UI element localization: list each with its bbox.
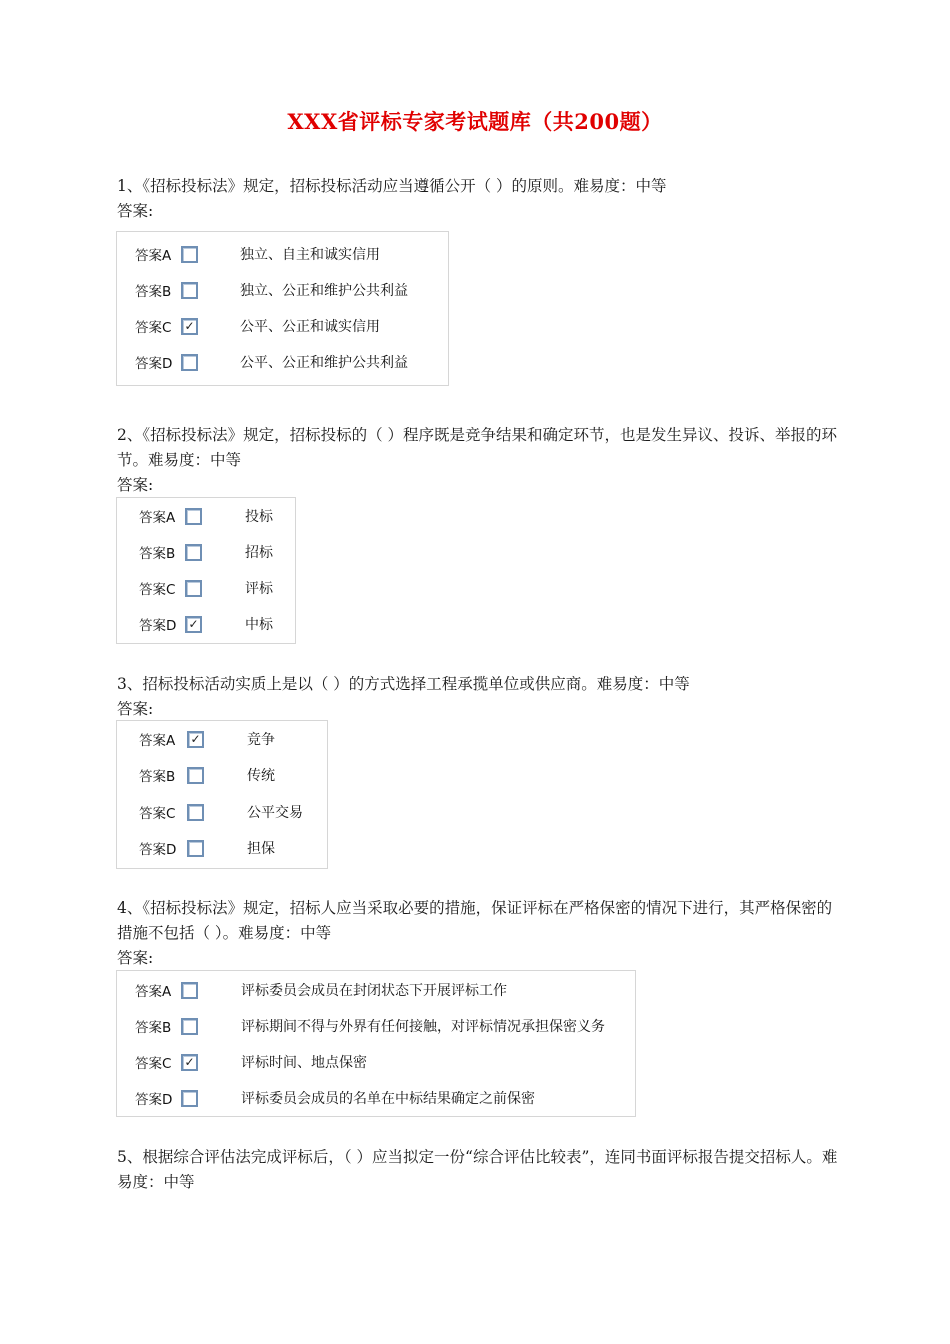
option-letter: 答案A [139, 510, 176, 526]
checkbox-c[interactable] [187, 804, 204, 821]
question-1-options-panel [116, 231, 449, 386]
checkbox-d[interactable] [185, 616, 202, 633]
question-1-answer-label: 答案: [117, 202, 154, 220]
option-letter: 答案B [139, 769, 176, 785]
option-text: 传统 [247, 768, 275, 784]
page-title: XXX省评标专家考试题库（共200题） [287, 109, 663, 134]
question-1-text: 1、《招标投标法》规定，招标投标活动应当遵循公开（ ）的原则。难易度：中等 [117, 177, 667, 195]
checkbox-a[interactable] [181, 246, 198, 263]
option-letter: 答案C [139, 582, 176, 598]
checkbox-b[interactable] [181, 1018, 198, 1035]
checkbox-d[interactable] [187, 840, 204, 857]
check-mark-icon: ✓ [184, 1055, 195, 1069]
question-3-option-c [117, 794, 327, 830]
question-1-option-c [117, 308, 448, 344]
option-text: 公平交易 [247, 805, 303, 821]
option-letter: 答案D [139, 842, 177, 858]
option-letter: 答案D [135, 1092, 173, 1108]
option-letter: 答案C [135, 320, 172, 336]
question-2-option-b [117, 534, 295, 570]
option-text: 公平、公正和诚实信用 [240, 319, 380, 335]
question-4-answer-label: 答案: [117, 949, 154, 967]
question-1-option-d [117, 344, 448, 380]
option-text: 担保 [247, 841, 275, 857]
question-3-option-d [117, 830, 327, 866]
checkbox-c[interactable] [185, 580, 202, 597]
question-3-option-a [117, 721, 327, 757]
checkbox-c[interactable] [181, 1054, 198, 1071]
question-4-option-c [117, 1044, 635, 1080]
checkbox-a[interactable] [187, 731, 204, 748]
checkbox-a[interactable] [185, 508, 202, 525]
checkbox-b[interactable] [181, 282, 198, 299]
option-text: 中标 [245, 617, 273, 633]
checkbox-d[interactable] [181, 1090, 198, 1107]
question-1-option-a [117, 236, 448, 272]
option-letter: 答案C [135, 1056, 172, 1072]
option-text: 评标委员会成员在封闭状态下开展评标工作 [241, 983, 507, 999]
option-text: 投标 [245, 509, 273, 525]
question-4-options-panel [116, 970, 636, 1117]
option-text: 招标 [245, 545, 273, 561]
question-3-options-panel [116, 720, 328, 869]
option-letter: 答案C [139, 806, 176, 822]
option-letter: 答案B [139, 546, 176, 562]
question-2-answer-label: 答案: [117, 476, 154, 494]
option-letter: 答案A [135, 984, 172, 1000]
question-4-option-a [117, 972, 635, 1008]
option-text: 独立、自主和诚实信用 [240, 247, 380, 263]
checkbox-b[interactable] [187, 767, 204, 784]
option-letter: 答案B [135, 1020, 172, 1036]
option-letter: 答案A [139, 733, 176, 749]
option-text: 评标 [245, 581, 273, 597]
option-text: 公平、公正和维护公共利益 [240, 355, 408, 371]
option-letter: 答案A [135, 248, 172, 264]
option-letter: 答案B [135, 284, 172, 300]
question-4-option-b [117, 1008, 635, 1044]
question-1-option-b [117, 272, 448, 308]
question-4-text: 4、《招标投标法》规定，招标人应当采取必要的措施，保证评标在严格保密的情况下进行，其严格保密的措施不包括（ ）。难易度：中等 [117, 899, 833, 942]
checkbox-d[interactable] [181, 354, 198, 371]
option-text: 评标委员会成员的名单在中标结果确定之前保密 [241, 1091, 535, 1107]
checkbox-c[interactable] [181, 318, 198, 335]
checkbox-b[interactable] [185, 544, 202, 561]
question-3-text: 3、招标投标活动实质上是以（ ）的方式选择工程承揽单位或供应商。难易度：中等 [117, 675, 690, 693]
checkbox-a[interactable] [181, 982, 198, 999]
question-5-text: 5、根据综合评估法完成评标后，（ ）应当拟定一份“综合评估比较表”，连同书面评标报告提交招标人。难易度：中等 [117, 1148, 838, 1191]
question-2-text: 2、《招标投标法》规定，招标投标的（ ）程序既是竞争结果和确定环节，也是发生异议、投诉、举报的环节。难易度：中等 [117, 426, 838, 469]
option-letter: 答案D [135, 356, 173, 372]
check-mark-icon: ✓ [184, 319, 195, 333]
check-mark-icon: ✓ [188, 617, 199, 631]
check-mark-icon: ✓ [190, 732, 201, 746]
question-3-answer-label: 答案: [117, 700, 154, 718]
option-text: 评标时间、地点保密 [241, 1055, 367, 1071]
option-text: 竞争 [247, 732, 275, 748]
question-4-option-d [117, 1080, 635, 1116]
option-letter: 答案D [139, 618, 177, 634]
question-3-option-b [117, 757, 327, 793]
option-text: 评标期间不得与外界有任何接触，对评标情况承担保密义务 [241, 1019, 605, 1035]
question-2-options-panel [116, 497, 296, 644]
option-text: 独立、公正和维护公共利益 [240, 283, 408, 299]
question-2-option-c [117, 570, 295, 606]
question-2-option-a [117, 498, 295, 534]
question-2-option-d [117, 606, 295, 642]
